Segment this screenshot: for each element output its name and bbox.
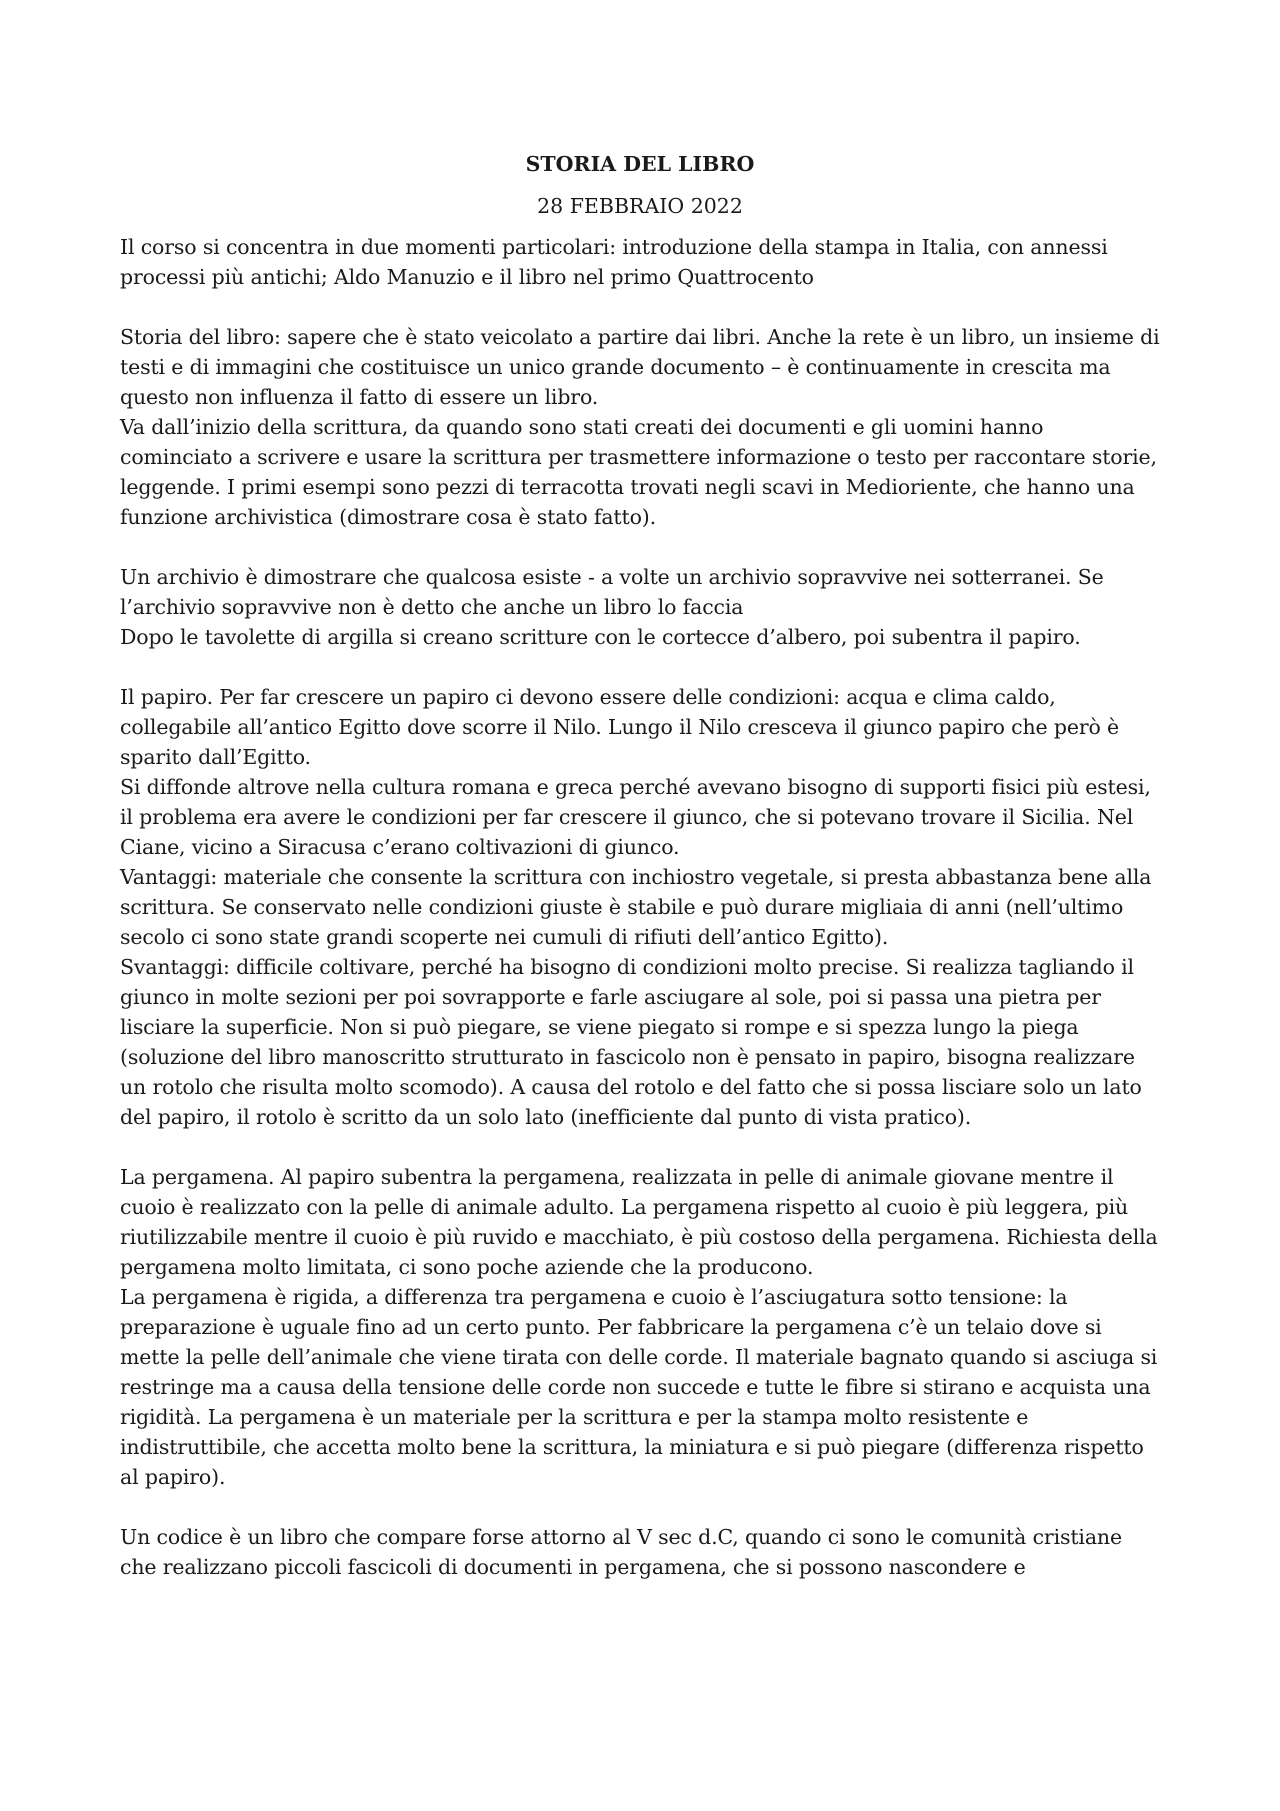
- paragraph-gap: [120, 1132, 1160, 1162]
- paragraph-diffusione: Si diffonde altrove nella cultura romana e greca perché avevano bisogno di supporti fisici più estesi, il problema era avere le condizioni per far crescere il giunco, che si potevano trovare il Sicilia. Nel Ciane, vicino a Siracusa c’erano coltivazioni di giunco.: [120, 775, 1151, 859]
- paragraph-pergamena: La pergamena. Al papiro subentra la pergamena, realizzata in pelle di animale giovane mentre il cuoio è realizzato con la pelle di animale adulto. La pergamena rispetto al cuoio è più leggera, più riutilizzabile mentre il cuoio è più ruvido e macchiato, è più costoso della pergamena. Richiesta della pergamena molto limitata, ci sono poche aziende che la producono.: [120, 1165, 1158, 1279]
- paragraph-codice: Un codice è un libro che compare forse attorno al V sec d.C, quando ci sono le comunità cristiane che realizzano piccoli fascicoli di documenti in pergamena, che si possono nascondere e: [120, 1525, 1122, 1579]
- paragraph-pergamena-rigida: La pergamena è rigida, a differenza tra pergamena e cuoio è l’asciugatura sotto tensione: la preparazione è uguale fino ad un certo punto. Per fabbricare la pergamena c’è un telaio dove si mette la pelle dell’animale che viene tirata con delle corde. Il materiale bagnato quando si asciuga si restringe ma a causa della tensione delle corde non succede e tutte le fibre si stirano e acquista una rigidità. La pergamena è un materiale per la scrittura e per la stampa molto resistente e indistruttibile, che accetta molto bene la scrittura, la miniatura e si può piegare (differenza rispetto al papiro).: [120, 1285, 1158, 1489]
- paragraph-papiro: Il papiro. Per far crescere un papiro ci devono essere delle condizioni: acqua e clima caldo, collegabile all’antico Egitto dove scorre il Nilo. Lungo il Nilo cresceva il giunco papiro che però è sparito dall’Egitto.: [120, 685, 1120, 769]
- paragraph-vantaggi: Vantaggi: materiale che consente la scrittura con inchiostro vegetale, si presta abbastanza bene alla scrittura. Se conservato nelle condizioni giuste è stabile e può durare migliaia di anni (nell’ultimo secolo ci sono state grandi scoperte nei cumuli di rifiuti dell’antico Egitto).: [120, 865, 1152, 949]
- document-title: STORIA DEL LIBRO: [525, 152, 755, 176]
- paragraph-gap: [120, 1492, 1160, 1522]
- paragraph-tavolette: Dopo le tavolette di argilla si creano scritture con le cortecce d’albero, poi subentra il papiro.: [120, 625, 1081, 649]
- paragraph-intro: Il corso si concentra in due momenti particolari: introduzione della stampa in Italia, con annessi processi più antichi; Aldo Manuzio e il libro nel primo Quattrocento: [120, 235, 1108, 289]
- document-date: 28 FEBBRAIO 2022: [537, 194, 743, 218]
- paragraph-scrittura: Va dall’inizio della scrittura, da quando sono stati creati dei documenti e gli uomini hanno cominciato a scrivere e usare la scrittura per trasmettere informazione o testo per raccontare storie, leggende. I primi esempi sono pezzi di terracotta trovati negli scavi in Medioriente, che hanno una funzione archivistica (dimostrare cosa è stato fatto).: [120, 415, 1157, 529]
- paragraph-svantaggi: Svantaggi: difficile coltivare, perché ha bisogno di condizioni molto precise. Si realizza tagliando il giunco in molte sezioni per poi sovrapporte e farle asciugare al sole, poi si passa una pietra per lisciare la superficie. Non si può piegare, se viene piegato si rompe e si spezza lungo la piega (soluzione del libro manoscritto strutturato in fascicolo non è pensato in papiro, bisogna realizzare un rotolo che risulta molto scomodo). A causa del rotolo e del fatto che si possa lisciare solo un lato del papiro, il rotolo è scritto da un solo lato (inefficiente dal punto di vista pratico).: [120, 955, 1142, 1129]
- paragraph-gap: [120, 532, 1160, 562]
- paragraph-gap: [120, 292, 1160, 322]
- paragraph-storia: Storia del libro: sapere che è stato veicolato a partire dai libri. Anche la rete è un libro, un insieme di testi e di immagini che costituisce un unico grande documento – è continuamente in crescita ma questo non influenza il fatto di essere un libro.: [120, 325, 1160, 409]
- paragraph-gap: [120, 652, 1160, 682]
- paragraph-archivio: Un archivio è dimostrare che qualcosa esiste - a volte un archivio sopravvive nei sotterranei. Se l’archivio sopravvive non è detto che anche un libro lo faccia: [120, 565, 1104, 619]
